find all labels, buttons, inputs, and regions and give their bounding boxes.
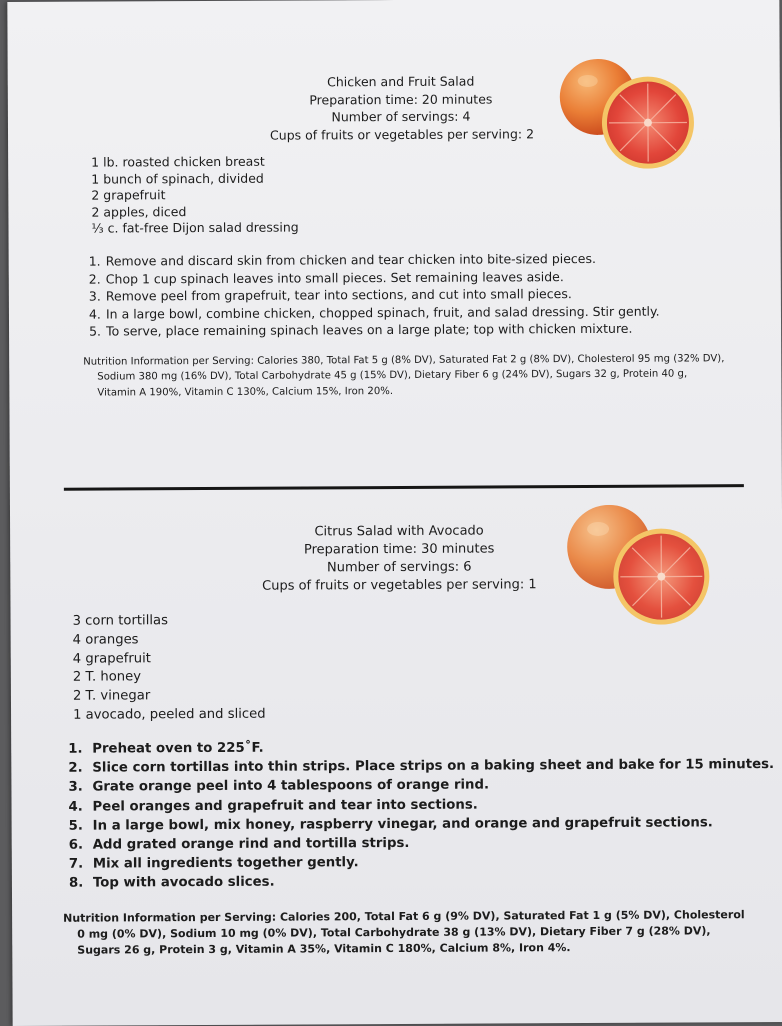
ingredient: 2 grapefruit: [91, 187, 298, 205]
ingredient: 2 T. vinegar: [73, 687, 266, 707]
step-number: 4.: [89, 305, 101, 323]
step-text: Grate orange peel into 4 tablespoons of orange rind.: [92, 778, 489, 795]
ingredient: 1 bunch of spinach, divided: [91, 170, 298, 188]
ingredient: 3 corn tortillas: [73, 612, 266, 632]
recipe2-servings: Number of servings: 6: [260, 558, 538, 577]
recipe2-header: [260, 522, 538, 595]
step-number: 1.: [68, 740, 82, 759]
step-text: Preheat oven to 225˚F.: [92, 741, 263, 757]
step-text: Remove and discard skin from chicken and tear chicken into bite-sized pieces.: [106, 251, 596, 269]
ingredient: 4 grapefruit: [73, 649, 266, 669]
step-number: 5.: [69, 816, 83, 835]
step-number: 2.: [89, 270, 101, 288]
step-text: Slice corn tortillas into thin strips. Place strips on a baking sheet and bake for 15 minutes.: [92, 757, 774, 776]
recipe2-nutrition: Nutrition Information per Serving: Calories 200, Total Fat 6 g (9% DV), Saturated Fat 1 g (5% DV), Cholesterol 0 mg (0% DV), Sodium 10 mg (0% DV), Total Carbohydrate 38 g (13% DV), Dietary Fiber 7 g (28% DV), Sugars 26 g, Protein 3 g, Vitamin A 35%, Vitamin C 180%, Calcium 8%, Iron 4%.: [63, 907, 747, 959]
recipe2-ingredients: [73, 612, 266, 726]
ingredient: 1 avocado, peeled and sliced: [73, 706, 266, 726]
ingredient: 1 lb. roasted chicken breast: [91, 154, 298, 172]
recipe1-ingredients: [91, 154, 299, 238]
recipe1-header: [270, 72, 532, 143]
step-number: 4.: [68, 797, 82, 816]
recipe1-servings: Number of servings: 4: [270, 107, 532, 126]
recipe2-steps: [68, 736, 775, 893]
step-number: 1.: [89, 253, 101, 271]
ingredient: 2 apples, diced: [91, 203, 298, 221]
step-text: Add grated orange rind and tortilla strips.: [93, 836, 410, 853]
step: [89, 320, 660, 340]
recipe2-cups: Cups of fruits or vegetables per serving: 1: [260, 576, 538, 595]
section-divider: [64, 484, 744, 491]
recipe1-title: Chicken and Fruit Salad: [270, 72, 532, 91]
step-number: 8.: [69, 874, 83, 893]
step-number: 6.: [69, 836, 83, 855]
step-number: 2.: [68, 759, 82, 778]
recipe1-prep-time: Preparation time: 20 minutes: [270, 90, 532, 109]
step-text: Chop 1 cup spinach leaves into small pieces. Set remaining leaves aside.: [106, 269, 564, 286]
recipe2-title: Citrus Salad with Avocado: [260, 522, 538, 541]
recipe2-prep-time: Preparation time: 30 minutes: [260, 540, 538, 559]
step-number: 7.: [69, 855, 83, 874]
step-text: To serve, place remaining spinach leaves on a large plate; top with chicken mixture.: [106, 321, 632, 339]
step-text: Peel oranges and grapefruit and tear into sections.: [92, 797, 477, 814]
step-text: In a large bowl, combine chicken, chopped spinach, fruit, and salad dressing. Stir gently.: [106, 303, 660, 321]
step-number: 3.: [68, 778, 82, 797]
grapefruit-image: [558, 58, 699, 169]
step-number: 5.: [89, 323, 101, 341]
recipe1-nutrition: Nutrition Information per Serving: Calories 380, Total Fat 5 g (8% DV), Saturated Fat 2 g (8% DV), Cholesterol 95 mg (32% DV), Sodium 380 mg (16% DV), Total Carbohydrate 45 g (15% DV), Dietary Fiber 6 g (24% DV), Sugars 32 g, Protein 40 g, Vitamin A 190%, Vitamin C 130%, Calcium 15%, Iron 20%.: [83, 351, 727, 400]
grapefruit-image: [566, 504, 717, 625]
ingredient: ⅓ c. fat-free Dijon salad dressing: [91, 220, 298, 238]
step-text: Mix all ingredients together gently.: [93, 855, 359, 871]
ingredient: 2 T. honey: [73, 668, 266, 688]
step-number: 3.: [89, 288, 101, 306]
ingredient: 4 oranges: [73, 630, 266, 650]
recipe1-steps: [89, 250, 660, 340]
step-text: Remove peel from grapefruit, tear into sections, and cut into small pieces.: [106, 286, 572, 303]
step: [69, 870, 775, 893]
step-text: In a large bowl, mix honey, raspberry vinegar, and orange and grapefruit sections.: [93, 815, 713, 833]
recipe-page: [7, 0, 782, 1026]
recipe1-cups: Cups of fruits or vegetables per serving: 2: [270, 125, 532, 144]
step-text: Top with avocado slices.: [93, 875, 275, 891]
